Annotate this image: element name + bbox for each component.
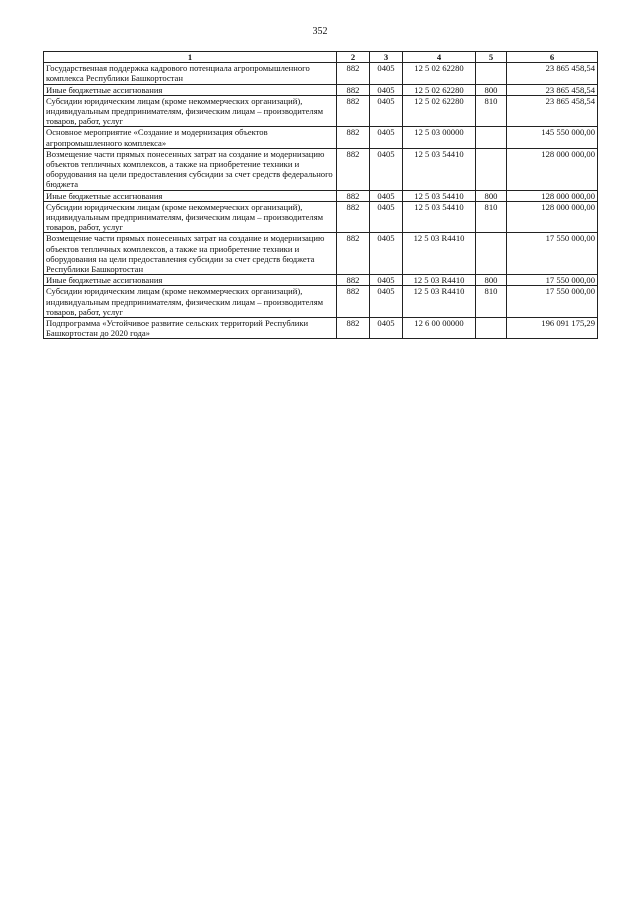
expense-type-code — [476, 63, 507, 84]
column-header: 3 — [370, 52, 403, 63]
page-number: 352 — [312, 26, 328, 37]
column-header: 1 — [44, 52, 337, 63]
amount: 17 550 000,00 — [507, 233, 598, 275]
target-article-code: 12 5 03 R4410 — [403, 233, 476, 275]
admin-code: 882 — [337, 233, 370, 275]
amount: 128 000 000,00 — [507, 201, 598, 233]
expense-type-code — [476, 318, 507, 339]
row-name: Субсидии юридическим лицам (кроме некоммерческих организаций), индивидуальным предпринимателям, физическим лицам – производителям товаров, работ, услуг — [44, 286, 337, 318]
row-name: Субсидии юридическим лицам (кроме некоммерческих организаций), индивидуальным предпринимателям, физическим лицам – производителям товаров, работ, услуг — [44, 201, 337, 233]
section-code: 0405 — [370, 201, 403, 233]
row-name: Подпрограмма «Устойчивое развитие сельских территорий Республики Башкортостан до 2020 года» — [44, 318, 337, 339]
row-name: Иные бюджетные ассигнования — [44, 190, 337, 201]
table-row — [44, 201, 598, 233]
section-code: 0405 — [370, 95, 403, 127]
table-row — [44, 84, 598, 95]
row-name: Возмещение части прямых понесенных затрат на создание и модернизацию объектов тепличных комплексов, а также на приобретение техники и оборудования на цели предоставления субсидии за счет средств федерального бюджета — [44, 148, 337, 190]
section-code: 0405 — [370, 84, 403, 95]
section-code: 0405 — [370, 286, 403, 318]
target-article-code: 12 5 02 62280 — [403, 63, 476, 84]
expense-type-code: 800 — [476, 275, 507, 286]
admin-code: 882 — [337, 275, 370, 286]
budget-table — [43, 51, 598, 339]
amount: 23 865 458,54 — [507, 95, 598, 127]
section-code: 0405 — [370, 127, 403, 148]
row-name: Иные бюджетные ассигнования — [44, 275, 337, 286]
amount: 145 550 000,00 — [507, 127, 598, 148]
admin-code: 882 — [337, 318, 370, 339]
target-article-code: 12 5 03 54410 — [403, 201, 476, 233]
amount: 17 550 000,00 — [507, 275, 598, 286]
target-article-code: 12 5 03 00000 — [403, 127, 476, 148]
section-code: 0405 — [370, 63, 403, 84]
section-code: 0405 — [370, 190, 403, 201]
admin-code: 882 — [337, 286, 370, 318]
target-article-code: 12 5 03 54410 — [403, 148, 476, 190]
expense-type-code — [476, 148, 507, 190]
expense-type-code — [476, 233, 507, 275]
expense-type-code: 800 — [476, 190, 507, 201]
section-code: 0405 — [370, 275, 403, 286]
amount: 128 000 000,00 — [507, 190, 598, 201]
target-article-code: 12 5 02 62280 — [403, 84, 476, 95]
expense-type-code: 800 — [476, 84, 507, 95]
target-article-code: 12 5 03 R4410 — [403, 275, 476, 286]
section-code: 0405 — [370, 318, 403, 339]
expense-type-code: 810 — [476, 286, 507, 318]
target-article-code: 12 5 02 62280 — [403, 95, 476, 127]
table-row — [44, 63, 598, 84]
section-code: 0405 — [370, 233, 403, 275]
column-header: 6 — [507, 52, 598, 63]
section-code: 0405 — [370, 148, 403, 190]
admin-code: 882 — [337, 63, 370, 84]
admin-code: 882 — [337, 201, 370, 233]
amount: 17 550 000,00 — [507, 286, 598, 318]
admin-code: 882 — [337, 95, 370, 127]
target-article-code: 12 5 03 54410 — [403, 190, 476, 201]
expense-type-code: 810 — [476, 95, 507, 127]
table-row — [44, 275, 598, 286]
admin-code: 882 — [337, 190, 370, 201]
table-row — [44, 190, 598, 201]
admin-code: 882 — [337, 148, 370, 190]
table-header-row — [44, 52, 598, 63]
expense-type-code — [476, 127, 507, 148]
table-row — [44, 233, 598, 275]
expense-type-code: 810 — [476, 201, 507, 233]
table-row — [44, 286, 598, 318]
admin-code: 882 — [337, 127, 370, 148]
amount: 23 865 458,54 — [507, 84, 598, 95]
column-header: 4 — [403, 52, 476, 63]
amount: 196 091 175,29 — [507, 318, 598, 339]
table-row — [44, 95, 598, 127]
table-row — [44, 148, 598, 190]
column-header: 5 — [476, 52, 507, 63]
row-name: Иные бюджетные ассигнования — [44, 84, 337, 95]
amount: 128 000 000,00 — [507, 148, 598, 190]
row-name: Возмещение части прямых понесенных затрат на создание и модернизацию объектов тепличных комплексов, а также на приобретение техники и оборудования на цели предоставления субсидии за счет средств бюджета Республики Башкортостан — [44, 233, 337, 275]
amount: 23 865 458,54 — [507, 63, 598, 84]
target-article-code: 12 5 03 R4410 — [403, 286, 476, 318]
target-article-code: 12 6 00 00000 — [403, 318, 476, 339]
table-row — [44, 127, 598, 148]
row-name: Государственная поддержка кадрового потенциала агропромышленного комплекса Республики Башкортостан — [44, 63, 337, 84]
row-name: Субсидии юридическим лицам (кроме некоммерческих организаций), индивидуальным предпринимателям, физическим лицам – производителям товаров, работ, услуг — [44, 95, 337, 127]
column-header: 2 — [337, 52, 370, 63]
row-name: Основное мероприятие «Создание и модернизация объектов агропромышленного комплекса» — [44, 127, 337, 148]
admin-code: 882 — [337, 84, 370, 95]
table-row — [44, 318, 598, 339]
